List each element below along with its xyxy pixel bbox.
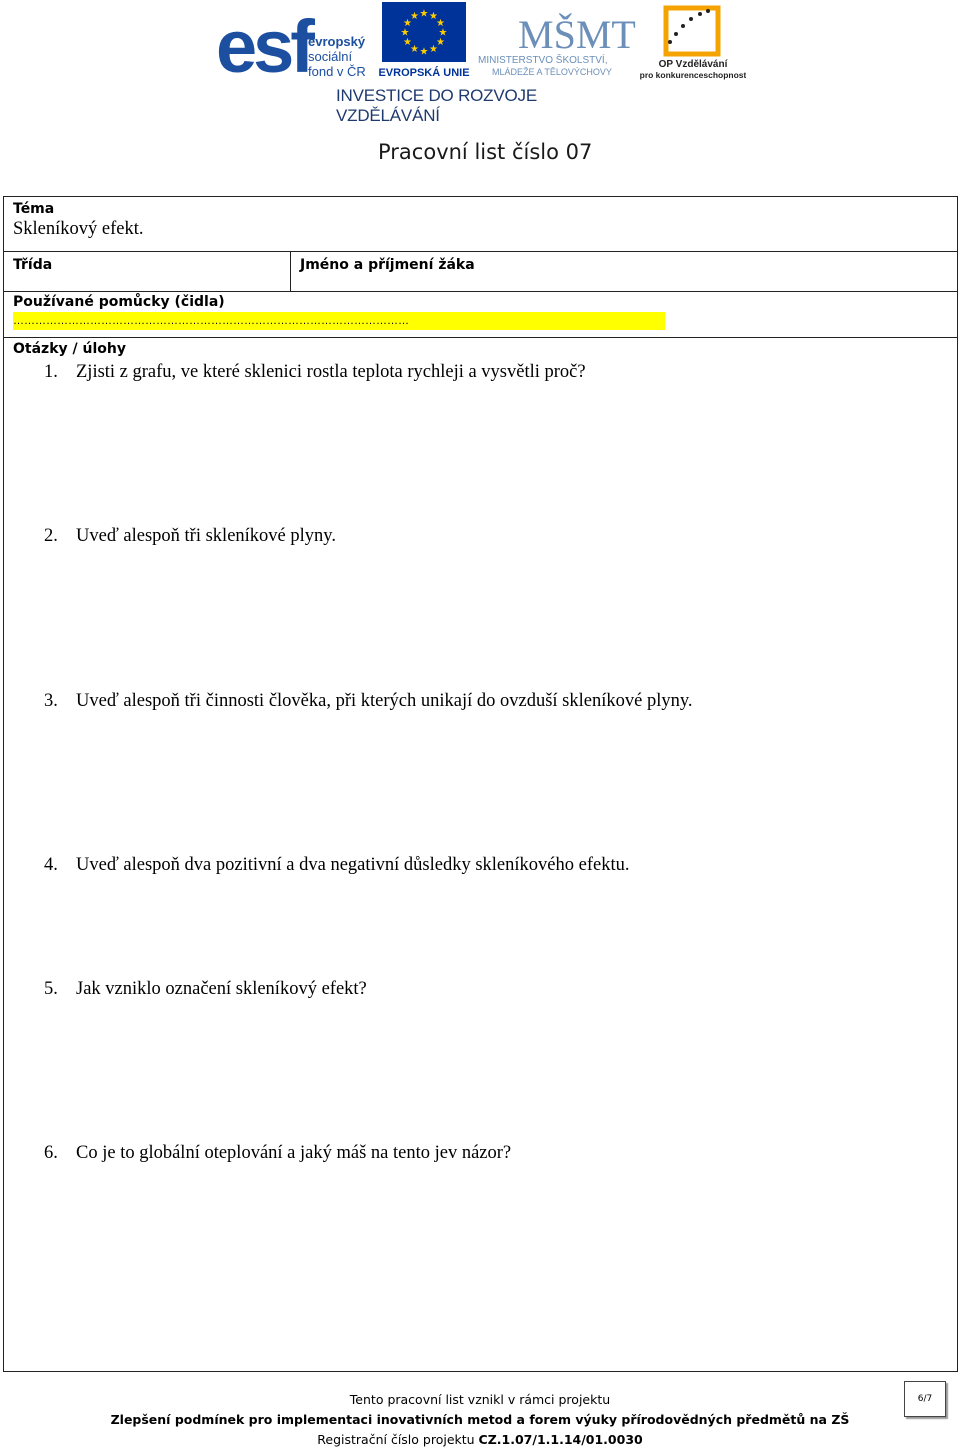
- eu-star-icon: ★: [429, 44, 438, 55]
- esf-letters: esf: [216, 5, 311, 78]
- question-6: [44, 1143, 511, 1164]
- question-number: 4.: [44, 855, 58, 875]
- msmt-logo: [478, 0, 638, 78]
- footer-reg-number: CZ.1.07/1.1.14/01.0030: [478, 1432, 643, 1447]
- question-number: 6.: [44, 1143, 58, 1163]
- eu-star-icon: ★: [419, 8, 429, 20]
- question-number: 2.: [44, 526, 58, 546]
- esf-logo: [216, 2, 374, 78]
- class-label: Třída: [13, 257, 53, 273]
- question-5: [44, 979, 367, 1000]
- footer-reg-prefix: Registrační číslo projektu: [317, 1432, 479, 1447]
- topic-value[interactable]: Skleníkový efekt.: [13, 219, 144, 239]
- topic-label: Téma: [13, 201, 55, 217]
- eu-label: EVROPSKÁ UNIE: [378, 67, 470, 78]
- question-number: 3.: [44, 691, 58, 711]
- eu-star-icon: ★: [429, 11, 438, 22]
- footer-line-3: [0, 1432, 960, 1447]
- eu-star-icon: ★: [410, 44, 419, 55]
- question-4: [44, 855, 629, 876]
- topic-box: [3, 196, 958, 252]
- op-line2: pro konkurenceschopnost: [640, 70, 746, 80]
- question-text: Uveď alespoň dva pozitivní a dva negativní důsledky skleníkového efektu.: [76, 855, 630, 875]
- investice-tagline: INVESTICE DO ROZVOJE VZDĚLÁVÁNÍ: [336, 86, 537, 125]
- question-text: Zjisti z grafu, ve které sklenici rostla teplota rychleji a vysvětli proč?: [76, 362, 586, 382]
- footer-line-1: Tento pracovní list vznikl v rámci projektu: [349, 1392, 611, 1407]
- tools-value[interactable]: ………………………………………………………………………………………………: [13, 312, 665, 330]
- msmt-line2: MLÁDEŽE A TĚLOVÝCHOVY: [492, 67, 612, 77]
- eu-star-icon: ★: [403, 37, 412, 48]
- msmt-letters: MŠMT: [518, 12, 636, 57]
- question-text: Uveď alespoň tři skleníkové plyny.: [76, 526, 336, 546]
- msmt-line1: MINISTERSTVO ŠKOLSTVÍ,: [478, 55, 608, 66]
- eu-star-icon: ★: [436, 37, 445, 48]
- eu-star-icon: ★: [436, 18, 445, 29]
- question-number: 1.: [44, 362, 58, 382]
- tools-box: [3, 291, 958, 338]
- question-text: Uveď alespoň tři činnosti člověka, při kterých unikají do ovzduší skleníkové plyny.: [76, 691, 693, 711]
- eu-flag-logo: [378, 2, 470, 78]
- page-title: Pracovní list číslo 07: [378, 140, 593, 164]
- logo-bar: [0, 0, 960, 125]
- footer-line-2: Zlepšení podmínek pro implementaci inovativních metod a forem výuky přírodovědných předmětů na ZŠ: [110, 1412, 850, 1427]
- question-number: 5.: [44, 979, 58, 999]
- class-name-row: [3, 251, 958, 292]
- question-text: Jak vzniklo označení skleníkový efekt?: [76, 979, 367, 999]
- row-divider: [290, 252, 291, 292]
- eu-star-icon: ★: [410, 11, 419, 22]
- op-line1: OP Vzdělávání: [658, 59, 728, 70]
- esf-line1: evropský: [308, 34, 366, 49]
- tools-label: Používané pomůcky (čidla): [13, 294, 225, 310]
- questions-label: Otázky / úlohy: [13, 341, 126, 357]
- eu-star-icon: ★: [403, 18, 412, 29]
- esf-line2: sociální: [308, 49, 353, 64]
- page-number: 6/7: [904, 1381, 946, 1417]
- question-3: [44, 691, 693, 712]
- op-vzdelavani-logo: [640, 2, 746, 80]
- eu-star-icon: ★: [438, 27, 448, 39]
- question-text: Co je to globální oteplování a jaký máš na tento jev názor?: [76, 1143, 512, 1163]
- eu-star-icon: ★: [400, 27, 410, 39]
- question-1: [44, 362, 586, 383]
- esf-line3: fond v ČR: [308, 64, 366, 78]
- question-2: [44, 526, 336, 547]
- name-label: Jméno a příjmení žáka: [300, 257, 475, 273]
- eu-star-icon: ★: [419, 46, 429, 58]
